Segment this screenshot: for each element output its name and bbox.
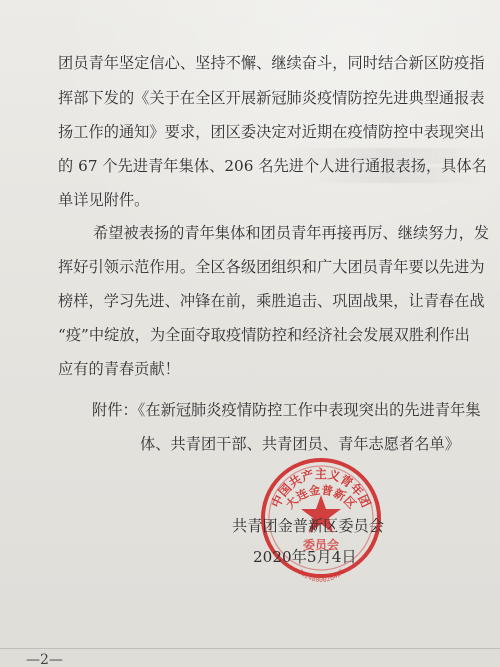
body-line-1: 团员青年坚定信心、坚持不懈、继续奋斗，同时结合新区防疫指 (58, 54, 485, 72)
issuer-name: 共青团金普新区委员会 (232, 517, 384, 535)
page-number: —2— (26, 652, 63, 667)
attachment-line-1: 附件：《在新冠肺炎疫情防控工作中表现突出的先进青年集 (92, 401, 481, 419)
seal-inner-text: 大连金普新区 (282, 482, 360, 512)
body-line-5: 单详见附件。 (58, 191, 150, 209)
body-line-6: 希望被表扬的青年集体和团员青年再接再厉、继续努力，发 (93, 224, 490, 242)
seal-serial-text: 1024800020429 (296, 567, 346, 584)
footer-divider (0, 648, 500, 649)
issue-date: 2020年5月4日 (253, 548, 357, 566)
body-line-9: “疫”中绽放，为全面夺取疫情防控和经济社会发展双胜利作出 (58, 326, 470, 344)
body-line-4: 的 67 个先进青年集体、206 名先进个人进行通报表扬，具体名 (58, 157, 487, 175)
body-line-7: 挥好引领示范作用。全区各级团组织和广大团员青年要以先进为 (58, 258, 485, 276)
body-line-10: 应有的青春贡献！ (58, 360, 180, 378)
body-line-8: 榜样，学习先进、冲锋在前，乘胜追击、巩固战果，让青春在战 (58, 292, 485, 310)
attachment-line-2: 体、共青团干部、共青团员、青年志愿者名单》 (140, 435, 460, 453)
seal-role-text: 委员会 (302, 538, 340, 552)
body-line-2: 挥部下发的《关于在全区开展新冠肺炎疫情防控先进典型通报表 (58, 89, 485, 107)
body-line-3: 扬工作的通知》要求，团区委决定对近期在疫情防控中表现突出 (58, 123, 485, 141)
seal-outer-text: 中国共产主义青年团 (268, 467, 374, 510)
